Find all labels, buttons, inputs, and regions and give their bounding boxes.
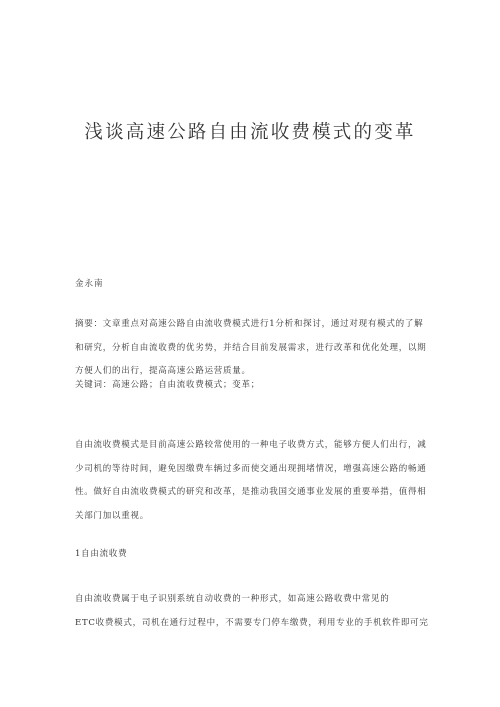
keywords-line: 关键词：高速公路；自由流收费模式；变革； [75, 380, 261, 390]
intro-line: 少司机的等待时间，避免因缴费车辆过多而使交通出现拥堵情况，增强高速公路的畅通 [75, 463, 427, 474]
intro-line: 关部门加以重视。 [75, 510, 150, 521]
intro-line: 自由流收费模式是目前高速公路较常使用的一种电子收费方式，能够方便人们出行，减 [75, 440, 427, 450]
section-paragraph [75, 588, 431, 635]
abstract-line: 摘要：文章重点对高速公路自由流收费模式进行1分析和探讨，通过对现有模式的了解 [75, 319, 424, 329]
author-name: 金永南 [75, 279, 104, 289]
keywords-paragraph [75, 374, 431, 398]
document-title: 浅谈高速公路自由流收费模式的变革 [84, 122, 416, 143]
abstract-line: 和研究，分析自由流收费的优劣势，并结合目前发展需求，进行改革和优化处理，以期 [75, 342, 427, 353]
abstract-paragraph [75, 313, 431, 384]
section-line: ETC收费模式，司机在通行过程中，不需要专门停车缴费，利用专业的手机软件即可完 [75, 617, 429, 628]
intro-line: 性。做好自由流收费模式的研究和改革，是推动我国交通事业发展的重要举措，值得相 [75, 487, 427, 497]
section-line: 自由流收费属于电子识别系统自动收费的一种形式，如高速公路收费中常见的 [75, 594, 390, 604]
abstract-line: 方便人们的出行，提高高速公路运营质量。 [75, 366, 251, 376]
intro-paragraph [75, 434, 431, 528]
section-heading: 1自由流收费 [75, 549, 128, 559]
